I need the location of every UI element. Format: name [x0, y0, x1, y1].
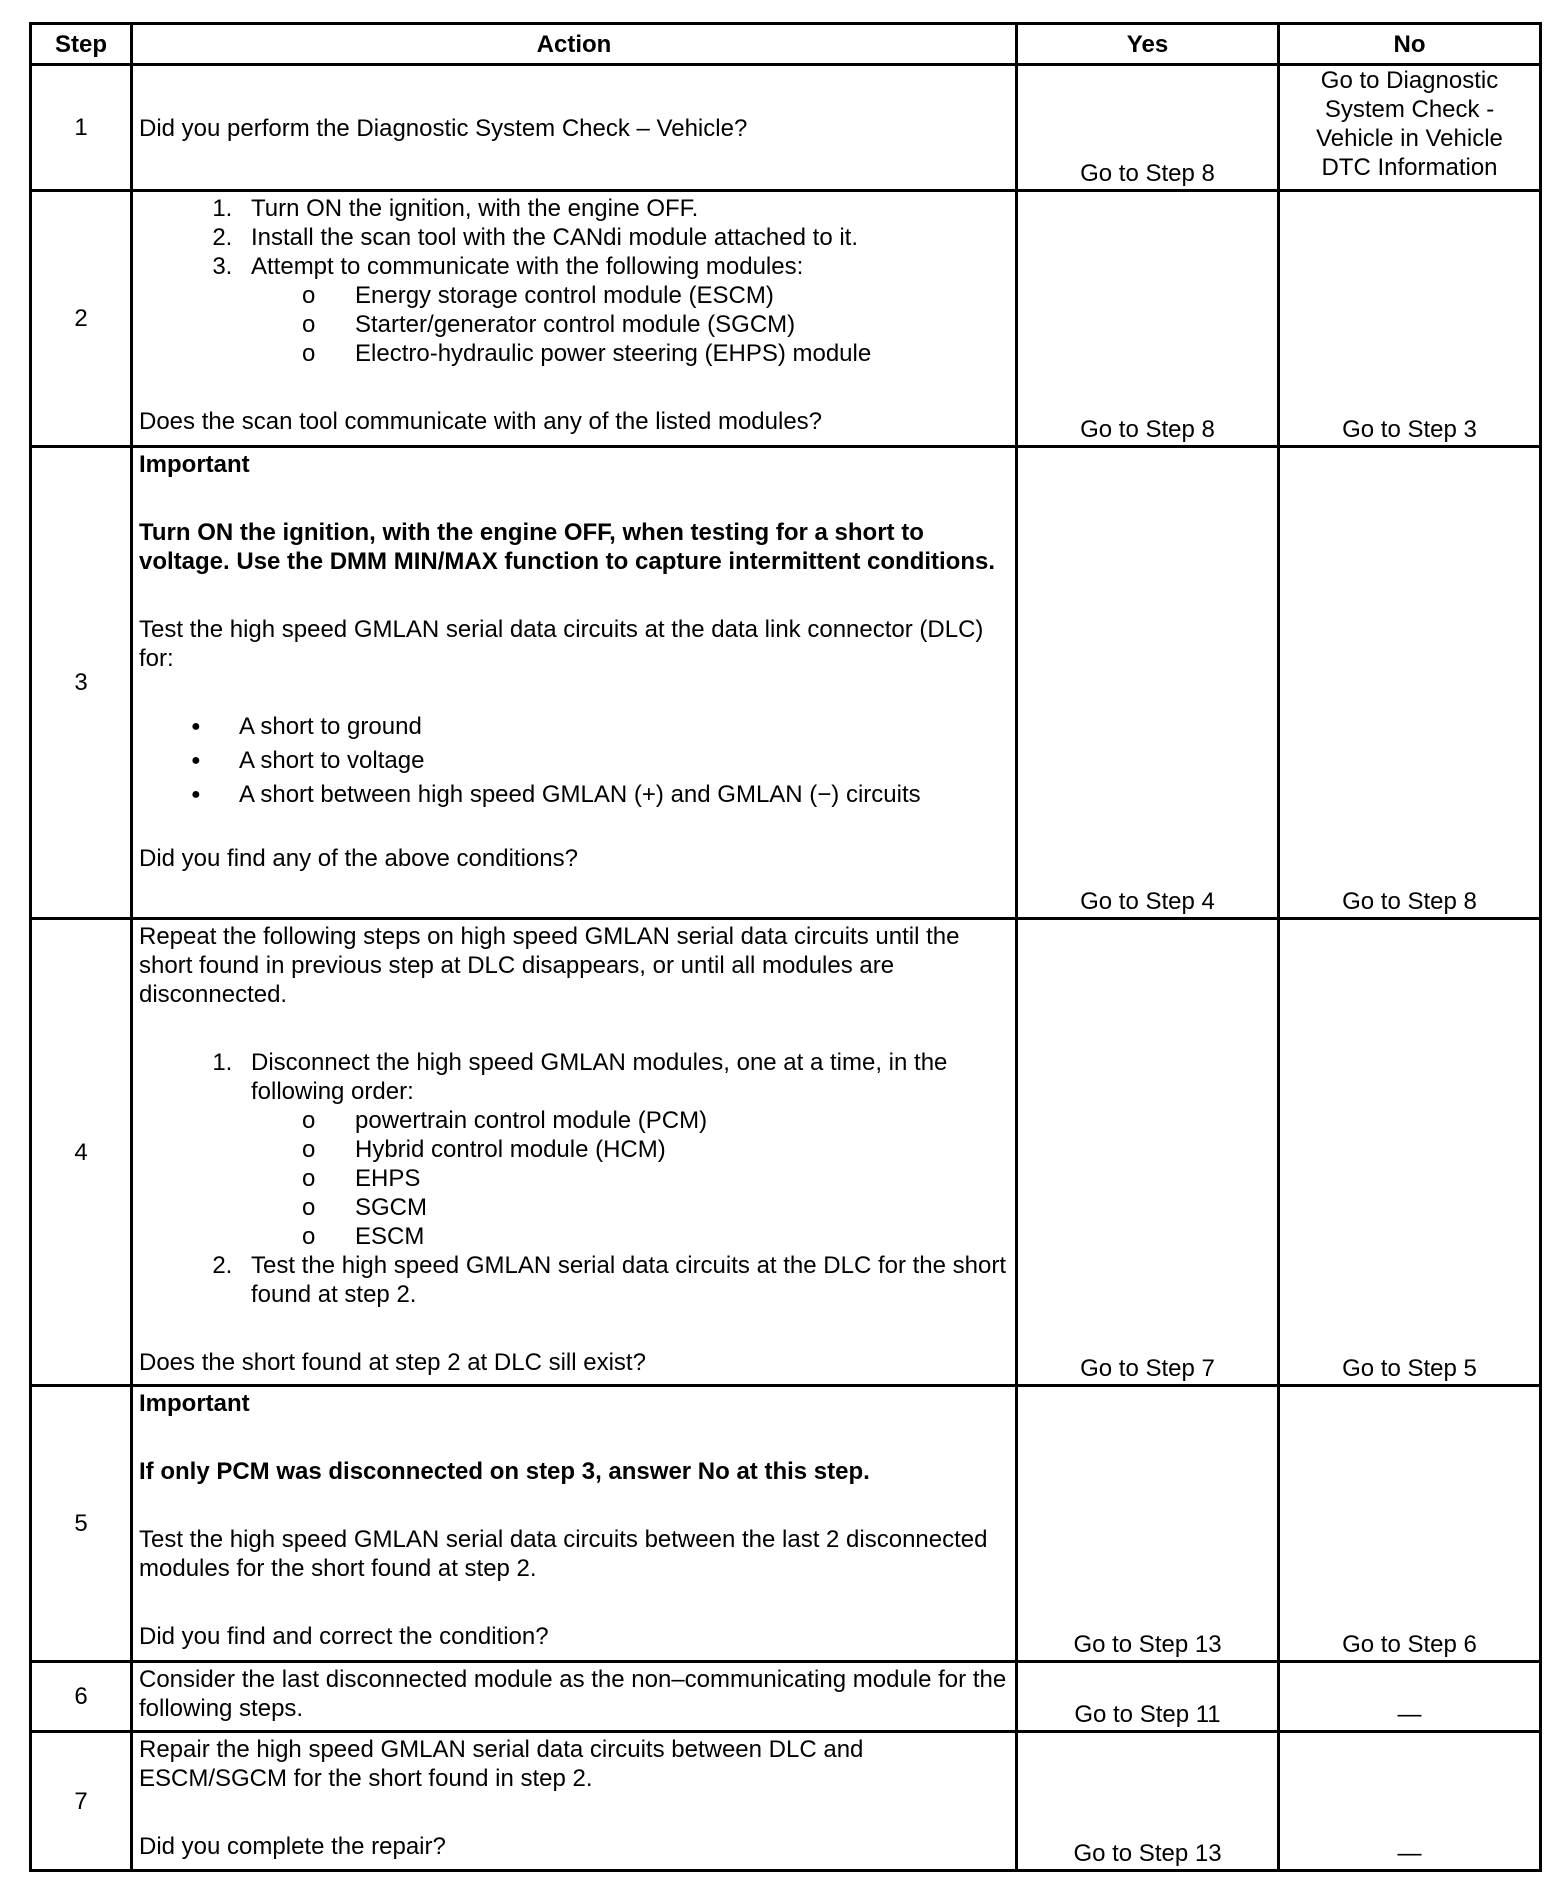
- sub-list-item: o Starter/generator control module (SGCM): [355, 310, 1009, 339]
- table-row: [31, 191, 1541, 447]
- no-line: System Check -: [1324, 96, 1495, 123]
- action-cell: [132, 1386, 1017, 1662]
- header-yes: Yes: [1017, 24, 1279, 65]
- header-action: Action: [132, 24, 1017, 65]
- yes-cell: Go to Step 13: [1017, 1386, 1279, 1662]
- table-row: [31, 65, 1541, 191]
- no-cell: —: [1279, 1662, 1541, 1732]
- important-note: If only PCM was disconnected on step 3, answer No at this step.: [139, 1458, 870, 1486]
- yes-cell: Go to Step 7: [1017, 918, 1279, 1386]
- bullet-item: ● A short between high speed GMLAN (+) and GMLAN (−) circuits: [239, 780, 1009, 809]
- action-question: Did you find any of the above conditions?: [139, 845, 578, 873]
- list-item: 2. Test the high speed GMLAN serial data circuits at the DLC for the short found at step 2.: [239, 1251, 1009, 1309]
- bullet-item: ● A short to voltage: [239, 746, 1009, 775]
- step-number: 1: [31, 65, 132, 191]
- no-cell: Go to Step 8: [1279, 447, 1541, 919]
- list-item: [239, 252, 1009, 368]
- action-cell: [132, 918, 1017, 1386]
- sub-list-item: o Energy storage control module (ESCM): [355, 281, 1009, 310]
- action-cell: [132, 1732, 1017, 1871]
- no-cell: Go to Step 5: [1279, 918, 1541, 1386]
- list-item: 2. Install the scan tool with the CANdi module attached to it.: [239, 223, 1009, 252]
- action-cell: [132, 191, 1017, 447]
- step-number: 7: [31, 1732, 132, 1871]
- action-question: Did you perform the Diagnostic System Check – Vehicle?: [139, 115, 748, 143]
- sub-list-item: o powertrain control module (PCM): [355, 1106, 1009, 1135]
- no-cell: Go to Step 3: [1279, 191, 1541, 447]
- step-number: 4: [31, 918, 132, 1386]
- step-number: 2: [31, 191, 132, 447]
- important-label: Important: [139, 451, 250, 479]
- step-number: 3: [31, 447, 132, 919]
- yes-cell: Go to Step 8: [1017, 65, 1279, 191]
- diagnostic-table: [29, 22, 1542, 1872]
- list-item-text: Disconnect the high speed GMLAN modules, one at a time, in the following order:: [251, 1048, 948, 1105]
- action-cell: [132, 1662, 1017, 1732]
- action-cell: [132, 65, 1017, 191]
- important-label: Important: [139, 1390, 250, 1418]
- action-text: Consider the last disconnected module as the non–communicating module for the following steps.: [139, 1666, 1007, 1723]
- yes-cell: Go to Step 4: [1017, 447, 1279, 919]
- bullet-item: ● A short to ground: [239, 712, 1009, 741]
- numbered-list: [139, 1048, 1009, 1309]
- no-cell: [1279, 65, 1541, 191]
- table-row: [31, 447, 1541, 919]
- list-item: [239, 1048, 1009, 1251]
- step-number: 6: [31, 1662, 132, 1732]
- no-cell: —: [1279, 1732, 1541, 1871]
- table-row: [31, 1732, 1541, 1871]
- important-note: Turn ON the ignition, with the engine OFF, when testing for a short to voltage. Use the DMM MIN/MAX function to capture intermittent conditions.: [139, 519, 996, 576]
- table-row: [31, 1386, 1541, 1662]
- action-text: Test the high speed GMLAN serial data circuits at the data link connector (DLC) for:: [139, 616, 984, 673]
- no-line: Vehicle in Vehicle: [1316, 125, 1503, 152]
- header-step: Step: [31, 24, 132, 65]
- table-row: [31, 1662, 1541, 1732]
- sub-list-item: o ESCM: [355, 1222, 1009, 1251]
- yes-cell: Go to Step 13: [1017, 1732, 1279, 1871]
- step-number: 5: [31, 1386, 132, 1662]
- list-item: 1. Turn ON the ignition, with the engine OFF.: [239, 194, 1009, 223]
- action-question: Did you find and correct the condition?: [139, 1623, 549, 1651]
- sub-list-item: o Hybrid control module (HCM): [355, 1135, 1009, 1164]
- no-cell: Go to Step 6: [1279, 1386, 1541, 1662]
- action-question: Did you complete the repair?: [139, 1833, 446, 1861]
- sub-list-item: o SGCM: [355, 1193, 1009, 1222]
- sub-list: [251, 281, 1009, 368]
- no-line: Go to Diagnostic: [1320, 67, 1499, 94]
- action-question: Does the scan tool communicate with any of the listed modules?: [139, 408, 823, 436]
- header-row: [31, 24, 1541, 65]
- sub-list: [251, 1106, 1009, 1251]
- action-cell: [132, 447, 1017, 919]
- list-item-text: Attempt to communicate with the following modules:: [251, 253, 804, 281]
- action-text: Test the high speed GMLAN serial data circuits between the last 2 disconnected modules for the short found at step 2.: [139, 1526, 988, 1583]
- no-line: DTC Information: [1321, 154, 1498, 181]
- table-row: [31, 918, 1541, 1386]
- numbered-list: [139, 194, 1009, 368]
- action-text: Repair the high speed GMLAN serial data circuits between DLC and ESCM/SGCM for the short found in step 2.: [139, 1736, 864, 1793]
- header-no: No: [1279, 24, 1541, 65]
- yes-cell: Go to Step 8: [1017, 191, 1279, 447]
- action-text: Repeat the following steps on high speed GMLAN serial data circuits until the short found in previous step at DLC disappears, or until all modules are disconnected.: [139, 922, 960, 1008]
- sub-list-item: o Electro-hydraulic power steering (EHPS) module: [355, 339, 1009, 368]
- yes-cell: Go to Step 11: [1017, 1662, 1279, 1732]
- action-question: Does the short found at step 2 at DLC sill exist?: [139, 1348, 646, 1376]
- sub-list-item: o EHPS: [355, 1164, 1009, 1193]
- bullet-list: [139, 712, 1009, 809]
